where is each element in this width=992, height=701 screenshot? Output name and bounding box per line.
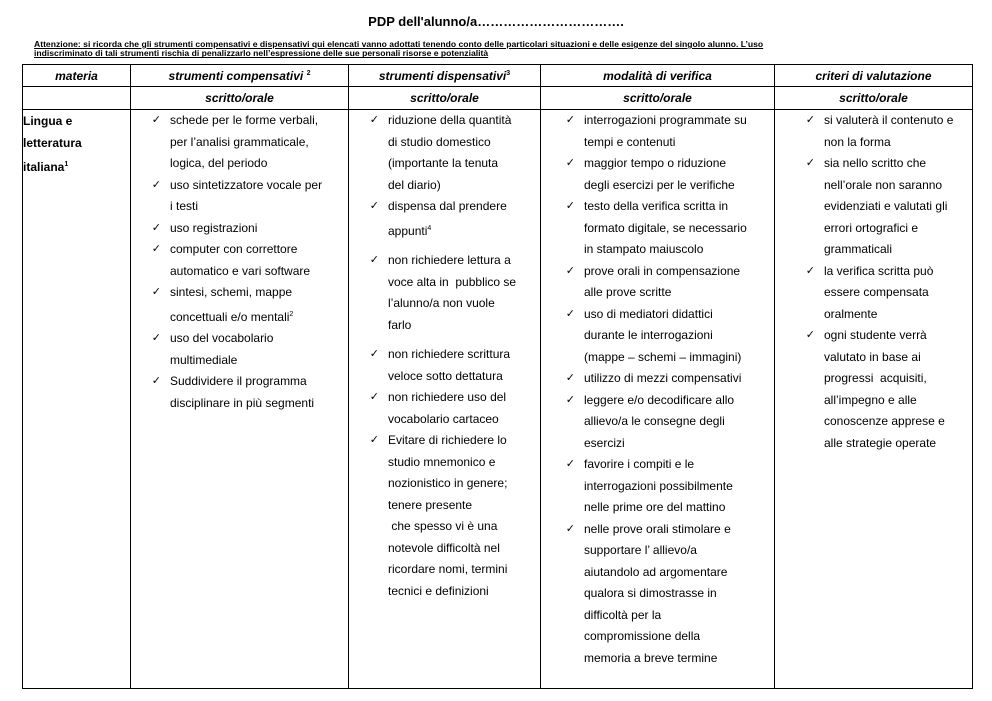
check-item-text — [584, 153, 770, 196]
header-materia: materia — [23, 65, 131, 87]
item-line: vocabolario cartaceo — [388, 411, 499, 426]
check-item-text — [170, 175, 344, 218]
subheader-dispensativi: scritto/orale — [349, 87, 541, 110]
item-line: computer con correttore — [170, 242, 298, 256]
check-item-text — [584, 519, 770, 670]
checkmark-icon: ✓ — [151, 286, 161, 298]
item-line: uso registrazioni — [170, 220, 258, 235]
item-line: degli esercizi per le verifiche — [584, 177, 735, 192]
check-item-text — [170, 328, 344, 371]
item-line: memoria a breve termine — [584, 650, 718, 665]
checkmark-icon: ✓ — [151, 114, 161, 126]
item-line: Evitare di richiedere lo — [388, 433, 507, 447]
check-item — [541, 368, 774, 390]
check-item — [131, 371, 348, 414]
check-item-text — [170, 239, 344, 282]
checkmark-icon: ✓ — [805, 157, 815, 169]
footnote-ref: 4 — [427, 224, 432, 232]
item-line: di studio domestico — [388, 134, 491, 149]
item-line: durante le interrogazioni — [584, 328, 713, 342]
item-line: dispensa dal prendere — [388, 199, 507, 213]
check-item — [541, 261, 774, 304]
item-line: grammaticali — [824, 242, 893, 256]
check-item — [349, 196, 540, 242]
item-line: leggere e/o decodificare allo — [584, 392, 735, 407]
check-item-text — [584, 196, 770, 261]
check-item — [131, 239, 348, 282]
item-line: interrogazioni possibilmente — [584, 478, 733, 493]
checkmark-icon: ✓ — [369, 348, 379, 360]
footnote-ref: 2 — [289, 310, 294, 318]
item-line: favorire i compiti e le — [584, 457, 695, 471]
check-item — [775, 261, 972, 326]
pdp-table — [22, 64, 973, 689]
item-line: del diario) — [388, 177, 441, 192]
subheader-materia — [23, 87, 131, 110]
checkmark-icon: ✓ — [565, 522, 575, 535]
check-item-text — [388, 110, 536, 196]
check-item — [349, 344, 540, 387]
compensativi-cell — [131, 110, 349, 689]
item-line: non richiedere lettura a — [388, 253, 511, 267]
item-line: all’impegno e alle — [824, 392, 917, 407]
check-item-text — [388, 430, 536, 602]
item-line: i testi — [170, 199, 199, 213]
checkmark-icon: ✓ — [565, 458, 575, 470]
item-line: sintesi, schemi, mappe — [170, 285, 293, 299]
checkmark-icon: ✓ — [805, 329, 815, 341]
item-line: alle prove scritte — [584, 285, 672, 299]
item-line: nozionistico in genere; — [388, 476, 508, 490]
checkmark-icon: ✓ — [565, 372, 575, 384]
item-line: compromissione della — [584, 629, 701, 643]
check-item — [541, 454, 774, 519]
notice-line-2: indiscriminato di tali strumenti rischia di penalizzarlo nell’espressione delle sue personali risorse e potenzialità — [34, 48, 489, 59]
item-line: valutato in base ai — [824, 349, 921, 364]
check-item — [131, 328, 348, 371]
header-valutazione: criteri di valutazione — [775, 65, 973, 87]
item-line: ricordare nomi, termini — [388, 562, 508, 576]
checkmark-icon: ✓ — [565, 114, 575, 126]
check-item-text — [584, 368, 770, 390]
subject-cell — [23, 110, 131, 689]
check-item-text — [388, 196, 536, 242]
item-line: logica, del periodo — [170, 156, 268, 170]
checkmark-icon: ✓ — [565, 264, 575, 277]
check-item — [131, 110, 348, 175]
checkmark-icon: ✓ — [151, 178, 161, 191]
subheader-verifica: scritto/orale — [541, 87, 775, 110]
check-item-text — [584, 390, 770, 455]
item-line: nell’orale non saranno — [824, 177, 943, 192]
checkmark-icon: ✓ — [369, 200, 379, 212]
notice-line-1: Attenzione: si ricorda che gli strumenti compensativi e dispensativi qui elencati vanno adottati tenendo conto delle particolari situazioni e delle esigenze del singolo alunno. L’uso — [34, 39, 764, 49]
item-line: uso sintetizzatore vocale per — [170, 177, 323, 192]
item-line: tempi e contenuti — [584, 134, 676, 149]
checkmark-icon: ✓ — [151, 221, 161, 234]
item-line: non la forma — [824, 134, 891, 149]
check-item — [131, 218, 348, 240]
check-item — [775, 110, 972, 153]
header-verifica: modalità di verifica — [541, 65, 775, 87]
item-line: in stampato maiuscolo — [584, 242, 704, 256]
item-line: prove orali in compensazione — [584, 263, 741, 278]
checkmark-icon: ✓ — [369, 391, 379, 403]
item-line: notevole difficoltà nel — [388, 540, 500, 555]
item-line: nelle prove orali stimolare e — [584, 521, 731, 536]
item-line: uso del vocabolario — [170, 331, 274, 345]
check-item-text — [584, 454, 770, 519]
item-line: l’alunno/a non vuole — [388, 296, 495, 310]
checkmark-icon: ✓ — [369, 434, 379, 446]
item-line: testo della verifica scritta in — [584, 199, 729, 213]
item-line: riduzione della quantità — [388, 113, 512, 127]
item-line: difficoltà per la — [584, 607, 662, 622]
check-item-text — [824, 261, 968, 326]
item-line: alle strategie operate — [824, 435, 937, 450]
check-item — [131, 282, 348, 328]
subheader-row — [23, 87, 973, 110]
item-line: veloce sotto dettatura — [388, 368, 503, 383]
verifica-cell — [541, 110, 775, 689]
item-line: automatico e vari software — [170, 263, 311, 278]
check-item — [349, 430, 540, 602]
checkmark-icon: ✓ — [565, 157, 575, 169]
check-item — [541, 390, 774, 455]
item-line: disciplinare in più segmenti — [170, 395, 315, 410]
dispensativi-cell — [349, 110, 541, 689]
check-item-text — [170, 218, 344, 240]
item-line: studio mnemonico e — [388, 454, 496, 469]
item-line: progressi acquisiti, — [824, 371, 927, 385]
check-item-text — [170, 371, 344, 414]
subject-line: Lingua e — [23, 114, 73, 128]
item-line: qualora si dimostrasse in — [584, 586, 717, 600]
check-item — [775, 153, 972, 261]
check-item-text — [170, 282, 344, 328]
item-line: multimediale — [170, 352, 238, 367]
item-line: formato digitale, se necessario — [584, 220, 747, 235]
item-line: (mappe – schemi – immagini) — [584, 349, 742, 364]
checkmark-icon: ✓ — [565, 393, 575, 406]
check-item — [349, 110, 540, 196]
item-line: maggior tempo o riduzione — [584, 156, 727, 170]
checkmark-icon: ✓ — [151, 332, 161, 344]
check-item-text — [170, 110, 344, 175]
checkmark-icon: ✓ — [805, 114, 815, 126]
item-line: sia nello scritto che — [824, 156, 927, 170]
subject-line: letteratura — [23, 136, 82, 150]
check-item — [131, 175, 348, 218]
valutazione-cell — [775, 110, 973, 689]
item-line: interrogazioni programmate su — [584, 113, 747, 127]
check-item — [541, 519, 774, 670]
item-line: allievo/a le consegne degli — [584, 414, 725, 428]
header-compensativi: strumenti compensativi $^2$ — [131, 65, 349, 87]
item-line: evidenziati e valutati gli — [824, 199, 948, 213]
subheader-compensativi: scritto/orale — [131, 87, 349, 110]
item-line: essere compensata — [824, 285, 929, 299]
checkmark-icon: ✓ — [151, 375, 161, 387]
check-item-text — [388, 387, 536, 430]
check-item — [775, 325, 972, 454]
item-line: non richiedere uso del — [388, 390, 507, 404]
item-line: uso di mediatori didattici — [584, 306, 713, 321]
item-line: Suddividere il programma — [170, 374, 307, 388]
item-line: si valuterà il contenuto e — [824, 113, 954, 127]
item-line: che spesso vi è una — [388, 519, 498, 533]
check-item-text — [584, 261, 770, 304]
item-line: supportare l’ allievo/a — [584, 543, 697, 557]
checkmark-icon: ✓ — [369, 114, 379, 126]
item-line: esercizi — [584, 435, 625, 450]
check-item-text — [824, 110, 968, 153]
item-line: schede per le forme verbali, — [170, 113, 319, 127]
checkmark-icon: ✓ — [369, 254, 379, 266]
check-item-text — [388, 344, 536, 387]
item-line: nelle prime ore del mattino — [584, 500, 726, 514]
item-line: oralmente — [824, 306, 878, 321]
check-item-text — [824, 153, 968, 261]
check-item — [349, 387, 540, 430]
check-item — [349, 250, 540, 336]
item-line: concettuali e/o mentali$^2$ — [170, 309, 294, 324]
check-item-text — [824, 325, 968, 454]
check-item-text — [584, 110, 770, 153]
subject-row — [23, 110, 973, 689]
item-line: voce alta in pubblico se — [388, 274, 517, 289]
item-line: ogni studente verrà — [824, 328, 927, 342]
item-line: non richiedere scrittura — [388, 347, 511, 361]
item-line: farlo — [388, 317, 412, 332]
item-line: aiutandolo ad argomentare — [584, 564, 728, 579]
checkmark-icon: ✓ — [805, 264, 815, 277]
item-line: utilizzo di mezzi compensativi — [584, 371, 742, 385]
check-item — [541, 196, 774, 261]
subject-line: italiana$^1$ — [23, 160, 69, 174]
check-item — [541, 110, 774, 153]
check-item-text — [388, 250, 536, 336]
header-dispensativi: strumenti dispensativi$^3$ — [349, 65, 541, 87]
item-line: appunti$^4$ — [388, 223, 432, 238]
page-title: PDP dell'alunno/a……………………………. — [368, 14, 624, 29]
item-line: errori ortografici e — [824, 220, 919, 235]
check-item-text — [584, 304, 770, 369]
item-line: tecnici e definizioni — [388, 583, 489, 598]
checkmark-icon: ✓ — [151, 243, 161, 255]
check-item — [541, 304, 774, 369]
item-line: conoscenze apprese e — [824, 414, 945, 428]
notice — [34, 40, 964, 59]
checkmark-icon: ✓ — [565, 307, 575, 320]
item-line: tenere presente — [388, 497, 473, 512]
item-line: la verifica scritta può — [824, 263, 934, 278]
check-item — [541, 153, 774, 196]
item-line: (importante la tenuta — [388, 156, 499, 170]
header-row — [23, 65, 973, 87]
subheader-valutazione: scritto/orale — [775, 87, 973, 110]
checkmark-icon: ✓ — [565, 200, 575, 212]
item-line: per l’analisi grammaticale, — [170, 134, 309, 149]
